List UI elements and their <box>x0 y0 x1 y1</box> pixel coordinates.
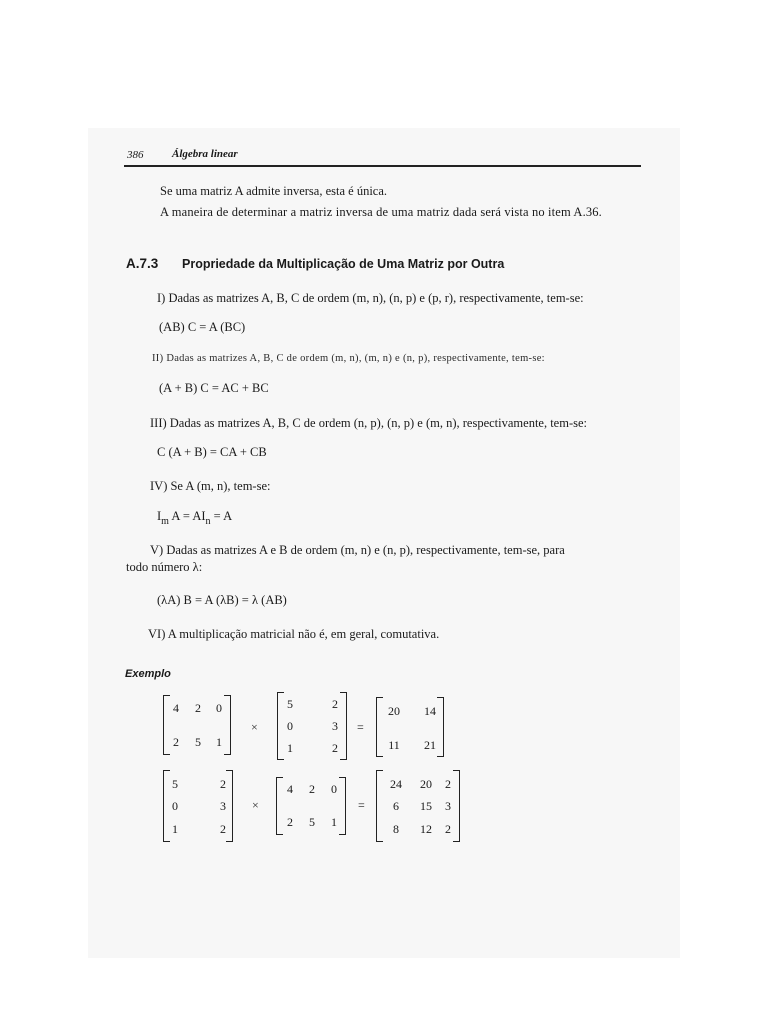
property-1-statement: I) Dadas as matrizes A, B, C de ordem (m, n), (n, p) e (p, r), respectivamente, tem-se: <box>157 291 584 305</box>
matrix-cell: 1 <box>172 822 178 836</box>
property-4-formula: $I_m$ $A = AI_n = A$ <box>157 509 233 527</box>
matrix-row2-left <box>163 770 233 842</box>
matrix-cell: 2 <box>332 697 338 711</box>
matrix-cell: 11 <box>388 738 400 752</box>
matrix-cell: 6 <box>393 799 399 813</box>
running-title: Álgebra linear <box>172 148 238 160</box>
equals-sign: = <box>357 720 364 734</box>
matrix-cell: 20 <box>388 704 400 718</box>
property-1-formula: (AB) C = A (BC) <box>159 320 246 334</box>
matrix-cell: 3 <box>445 799 451 813</box>
matrix-cell: 2 <box>445 777 451 791</box>
matrix-row1-left <box>163 695 231 755</box>
property-5-statement-line-1: V) Dadas as matrizes A e B de ordem (m, n) e (n, p), respectivamente, tem-se, para <box>150 543 565 557</box>
bracket-right <box>224 695 231 755</box>
matrix-cell: 15 <box>420 799 432 813</box>
matrix-cell: 3 <box>220 799 226 813</box>
bracket-right <box>226 770 233 842</box>
property-3-formula: C (A + B) = CA + CB <box>157 445 267 459</box>
bracket-left <box>163 770 170 842</box>
example-label: Exemplo <box>125 668 171 680</box>
intro-line-2: A maneira de determinar a matriz inversa de uma matriz dada será vista no item A.36. <box>160 205 602 219</box>
bracket-left <box>163 695 170 755</box>
matrix-cell: 21 <box>424 738 436 752</box>
section-title: Propriedade da Multiplicação de Uma Matriz por Outra <box>182 257 505 271</box>
section-number: A.7.3 <box>126 256 159 271</box>
property-5-statement-line-2: todo número λ: <box>126 560 203 574</box>
matrix-cell: 2 <box>309 782 315 796</box>
bracket-right <box>339 777 346 835</box>
matrix-cell: 20 <box>420 777 432 791</box>
matrix-cell: 0 <box>331 782 337 796</box>
matrix-row2-middle <box>276 777 346 835</box>
times-sign: × <box>251 720 258 734</box>
bracket-left <box>376 770 383 842</box>
matrix-cell: 4 <box>287 782 293 796</box>
matrix-row1-result <box>376 697 444 757</box>
matrix-cell: 2 <box>220 822 226 836</box>
header-rule <box>124 165 641 167</box>
property-2-statement: II) Dadas as matrizes A, B, C de ordem (m, n), (m, n) e (n, p), respectivamente, tem-se: <box>152 353 545 364</box>
property-6-statement: VI) A multiplicação matricial não é, em geral, comutativa. <box>148 627 440 641</box>
matrix-cell: 14 <box>424 704 436 718</box>
matrix-cell: 12 <box>420 822 432 836</box>
property-2-formula: (A + B) C = AC + BC <box>159 381 269 395</box>
matrix-cell: 8 <box>393 822 399 836</box>
page-number: 386 <box>127 149 144 161</box>
bracket-left <box>276 777 283 835</box>
matrix-cell: 2 <box>332 741 338 755</box>
matrix-cell: 2 <box>220 777 226 791</box>
matrix-row1-middle <box>277 692 347 760</box>
intro-line-1: Se uma matriz A admite inversa, esta é única. <box>160 184 388 198</box>
property-3-statement: III) Dadas as matrizes A, B, C de ordem (n, p), (n, p) e (m, n), respectivamente, tem-se: <box>150 416 588 430</box>
matrix-cell: 24 <box>390 777 402 791</box>
matrix-row2-result <box>376 770 460 842</box>
bracket-left <box>376 697 383 757</box>
bracket-left <box>277 692 284 760</box>
matrix-cell: 2 <box>445 822 451 836</box>
matrix-cell: 5 <box>287 697 293 711</box>
matrix-cell: 0 <box>172 799 178 813</box>
matrix-cell: 2 <box>195 701 201 715</box>
matrix-cell: 0 <box>287 719 293 733</box>
bracket-right <box>453 770 460 842</box>
matrix-cell: 1 <box>331 815 337 829</box>
matrix-cell: 5 <box>172 777 178 791</box>
matrix-cell: 5 <box>195 735 201 749</box>
times-sign: × <box>252 798 259 812</box>
equals-sign: = <box>358 798 365 812</box>
property-5-formula: (λA) B = A (λB) = λ (AB) <box>157 593 287 607</box>
bracket-right <box>340 692 347 760</box>
matrix-cell: 5 <box>309 815 315 829</box>
property-4-statement: IV) Se A (m, n), tem-se: <box>150 479 271 493</box>
matrix-cell: 1 <box>216 735 222 749</box>
matrix-cell: 2 <box>287 815 293 829</box>
matrix-cell: 2 <box>173 735 179 749</box>
matrix-cell: 3 <box>332 719 338 733</box>
matrix-cell: 1 <box>287 741 293 755</box>
matrix-cell: 0 <box>216 701 222 715</box>
bracket-right <box>437 697 444 757</box>
matrix-cell: 4 <box>173 701 179 715</box>
